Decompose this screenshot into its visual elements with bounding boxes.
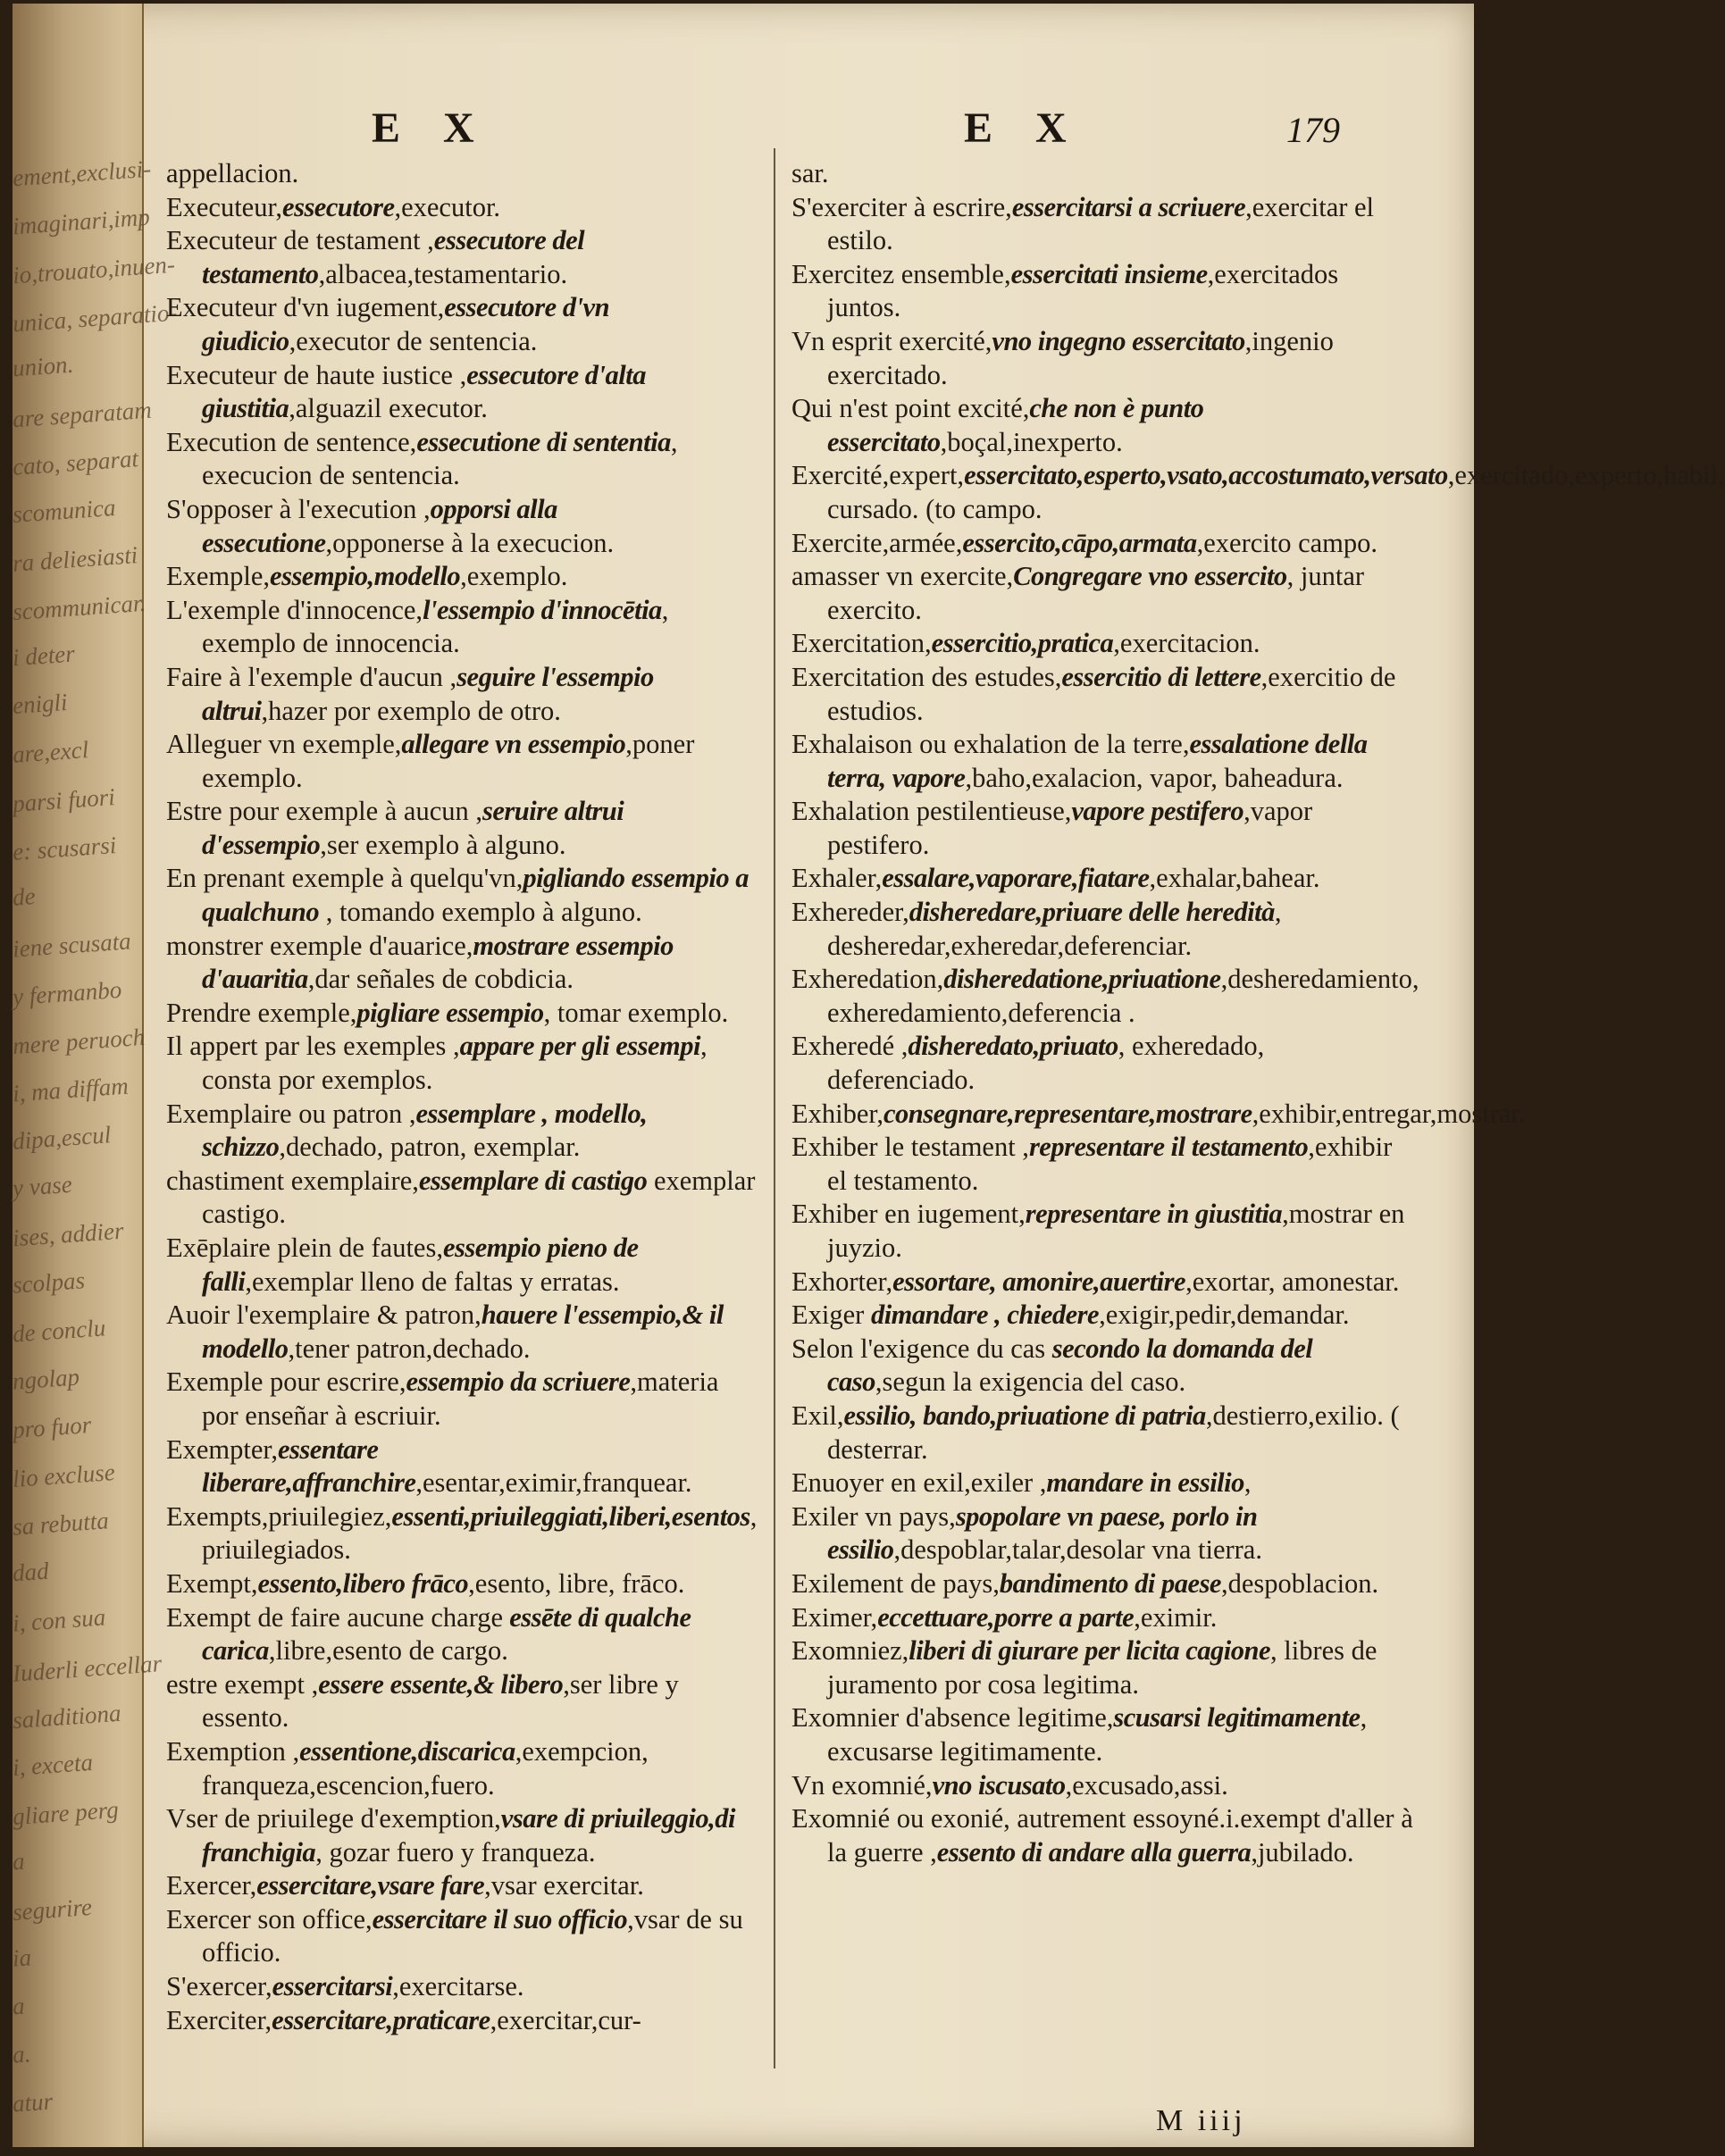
- facing-page-fragment: ra deliesiasti: [12, 541, 139, 577]
- entry-french: Exempt,: [166, 1567, 258, 1599]
- entry-french: Exomnié ou exonié, autrement essoyné.i.exempt d'aller à la guerre ,: [791, 1803, 1413, 1868]
- facing-page-fragment: dipa,escul: [12, 1121, 113, 1155]
- entry-italian: essercitati insieme: [1010, 258, 1208, 289]
- facing-page-fragment: i, ma diffam: [12, 1072, 130, 1107]
- facing-page-fragment: segurire: [12, 1893, 93, 1926]
- entry-spanish: ,executor.: [394, 191, 501, 222]
- entry-italian: l'essempio d'innocētia: [423, 594, 662, 625]
- entry-french: Exomniez,: [791, 1635, 909, 1667]
- dictionary-entry: [166, 224, 760, 291]
- entry-french: Estre pour exemple à aucun ,: [166, 796, 482, 827]
- dictionary-entry: [791, 1769, 1417, 1803]
- entry-spanish: ,exercitar,cur-: [490, 2004, 641, 2035]
- dictionary-entry: [166, 1366, 760, 1433]
- entry-french: Exemplaire ou patron ,: [166, 1098, 416, 1129]
- entry-italian: disheredare,priuare delle heredità: [909, 897, 1275, 928]
- facing-page-fragment: mere peruoch: [12, 1023, 147, 1060]
- entry-italian: essecutore del testamento: [202, 225, 585, 289]
- entry-spanish: ,alguazil executor.: [289, 393, 488, 424]
- dictionary-entry: [791, 1601, 1417, 1635]
- entry-french: En prenant exemple à quelqu'vn,: [166, 863, 523, 894]
- entry-french: estre exempt ,: [166, 1668, 319, 1700]
- entry-french: Exempt de faire aucune charge: [166, 1601, 504, 1633]
- facing-page-fragment: ement,exclusi-: [12, 155, 152, 192]
- entry-french: Exil,: [791, 1400, 844, 1431]
- dictionary-entry: [166, 359, 760, 426]
- entry-french: Exercer,: [166, 1870, 257, 1901]
- entry-italian: essercitare il suo officio: [372, 1903, 628, 1935]
- dictionary-entry: [166, 1869, 760, 1903]
- dictionary-entry: [166, 1098, 760, 1165]
- entry-spanish: ,esentar,eximir,franquear.: [415, 1467, 692, 1499]
- dictionary-entry: [166, 661, 760, 728]
- dictionary-entry: [166, 291, 760, 358]
- dictionary-entry: [166, 1903, 760, 1970]
- entry-italian: Congregare vno essercito: [1013, 561, 1287, 592]
- entry-french: Exercer son office,: [166, 1903, 373, 1935]
- entry-french: Exhorter,: [791, 1266, 893, 1297]
- entry-italian: secondo la domanda del caso: [827, 1333, 1313, 1398]
- dictionary-entry: [166, 1433, 760, 1500]
- entry-italian: essercitio,pratica: [931, 628, 1114, 659]
- entry-french: S'exercer,: [166, 1971, 272, 2002]
- entry-spanish: , exheredado, deferenciado.: [827, 1031, 1265, 1096]
- entry-french: Exheredé ,: [791, 1031, 909, 1062]
- dictionary-entry: [791, 728, 1417, 795]
- entry-french: monstrer exemple d'auarice,: [166, 930, 473, 961]
- entry-italian: essercitare,praticare: [272, 2004, 490, 2035]
- entry-spanish: , desheredar,exheredar,deferenciar.: [827, 897, 1282, 961]
- facing-page-fragment: unica, separatio-: [12, 298, 179, 338]
- entry-french: Exiger: [791, 1299, 871, 1331]
- dictionary-entry: [791, 1333, 1417, 1400]
- dictionary-entry: [166, 493, 760, 560]
- entry-italian: mostrare essempio d'auaritia: [202, 930, 674, 995]
- entry-french: Exiler vn pays,: [791, 1500, 956, 1532]
- dictionary-entry: [166, 157, 760, 191]
- entry-french: Exemption ,: [166, 1735, 300, 1767]
- entry-spanish: ,ser exemplo à alguno.: [320, 829, 566, 860]
- entry-italian: dimandare , chiedere: [870, 1299, 1100, 1331]
- entry-french: Vser de priuilege d'exemption,: [166, 1803, 501, 1834]
- dictionary-entry: [166, 1668, 760, 1735]
- dictionary-entry: [791, 1400, 1417, 1467]
- entry-italian: essercitare,vsare fare: [256, 1870, 485, 1901]
- dictionary-entry: [791, 1802, 1417, 1869]
- entry-italian: consegnare,representare,mostrare: [883, 1098, 1252, 1129]
- entry-italian: vapore pestifero: [1071, 796, 1244, 827]
- dictionary-entry: [791, 1198, 1417, 1265]
- entry-spanish: ,ingenio exercitado.: [827, 325, 1334, 390]
- entry-spanish: ,exercito campo.: [1196, 527, 1378, 558]
- entry-french: S'opposer à l'execution ,: [166, 493, 431, 524]
- entry-spanish: ,tener patron,dechado.: [288, 1333, 531, 1364]
- dictionary-entry: [791, 157, 1417, 191]
- dictionary-entry: [791, 795, 1417, 862]
- facing-page-fragment: saladitiona: [12, 1699, 122, 1734]
- entry-spanish: ,exemplo.: [460, 561, 568, 592]
- facing-page-fragment: i, exceta: [12, 1748, 94, 1782]
- entry-italian: essecutore: [282, 191, 395, 222]
- dictionary-entry: [166, 1500, 760, 1567]
- entry-italian: essecutore d'alta giustitia: [202, 359, 646, 424]
- entry-french: Exempts,priuilegiez,: [166, 1500, 392, 1532]
- dictionary-entry: [791, 862, 1417, 896]
- dictionary-entry: [166, 1970, 760, 2004]
- entry-spanish: ,exhibir el testamento.: [827, 1132, 1393, 1196]
- entry-italian: spopolare vn paese, porlo in essilio: [827, 1500, 1258, 1566]
- facing-page-fragment: enigli: [11, 688, 69, 720]
- entry-italian: opporsi alla essecutione: [202, 493, 557, 558]
- entry-italian: vsare di priuileggio,di franchigia: [202, 1803, 735, 1868]
- facing-page-edge: [11, 4, 179, 2147]
- entry-italian: essento,libero frāco: [257, 1567, 469, 1599]
- facing-page-fragment: are,excl: [12, 736, 90, 768]
- entry-french: Exercitez ensemble,: [791, 258, 1011, 289]
- dictionary-entry: [791, 627, 1417, 661]
- entry-italian: essercitarsi a scriuere: [1011, 191, 1246, 222]
- facing-page-fragment: pro fuor: [12, 1410, 93, 1444]
- entry-french: Exercitation des estudes,: [791, 661, 1062, 692]
- dictionary-entry: [166, 795, 760, 862]
- entry-italian: scusarsi legitimamente: [1113, 1702, 1361, 1734]
- entry-french: Exerciter,: [166, 2004, 272, 2035]
- facing-page-fragment: a: [11, 1847, 26, 1876]
- dictionary-entry: [166, 1735, 760, 1802]
- entry-spanish: , exemplo de innocencia.: [202, 594, 669, 659]
- entry-french: Selon l'exigence du cas: [791, 1333, 1052, 1364]
- facing-page-fragment: ises, addier: [12, 1216, 125, 1252]
- entry-french: Executeur,: [166, 191, 283, 222]
- dictionary-entry: [791, 661, 1417, 728]
- dictionary-entry: [166, 862, 760, 929]
- dictionary-entry: [791, 1030, 1417, 1097]
- entry-italian: essempio pieno de falli: [202, 1233, 639, 1297]
- entry-spanish: ,exercitarse.: [392, 1971, 524, 2002]
- dictionary-entry: [166, 1601, 760, 1668]
- left-running-header: E X: [372, 104, 490, 152]
- entry-spanish: ,exemplar lleno de faltas y erratas.: [245, 1266, 620, 1297]
- facing-page-fragment: union.: [12, 350, 75, 382]
- dictionary-entry: [791, 1567, 1417, 1601]
- entry-spanish: , excusarse legitimamente.: [827, 1702, 1368, 1767]
- facing-page-fragment: scolpas: [12, 1266, 86, 1299]
- entry-spanish: , tomando exemplo à alguno.: [319, 897, 642, 928]
- entry-italian: essercitio di lettere: [1061, 661, 1261, 692]
- entry-italian: essēte di qualche carica: [202, 1601, 691, 1667]
- entry-french: Exercité,expert,: [791, 460, 965, 491]
- book-page: [11, 4, 1725, 2147]
- entry-spanish: , execucion de sentencia.: [202, 426, 678, 491]
- entry-spanish: ,: [1244, 1467, 1252, 1499]
- dictionary-entry: [791, 1500, 1417, 1567]
- dictionary-entry: [166, 728, 760, 795]
- entry-italian: essemplare di castigo: [418, 1165, 648, 1196]
- dictionary-entry: [166, 997, 760, 1031]
- facing-page-fragment: de: [11, 882, 37, 911]
- entry-spanish: ,despoblacion.: [1220, 1567, 1379, 1599]
- dictionary-entry: [166, 1567, 760, 1601]
- entry-italian: essecutore d'vn giudicio: [202, 292, 610, 356]
- entry-italian: liberi di giurare per licita cagione: [909, 1635, 1271, 1667]
- entry-italian: essalare,vaporare,fiatare: [882, 863, 1150, 894]
- entry-italian: eccettuare,porre a parte: [877, 1601, 1135, 1633]
- dictionary-entry: [791, 1131, 1417, 1198]
- entry-french: Executeur de testament ,: [166, 225, 434, 256]
- entry-italian: hauere l'essempio,& il modello: [202, 1299, 724, 1364]
- entry-french: Exheredation,: [791, 964, 944, 995]
- entry-italian: essilio, bando,priuatione di patria: [843, 1400, 1206, 1431]
- entry-italian: disheredato,priuato: [908, 1031, 1118, 1062]
- entry-french: Vn exomnié,: [791, 1769, 933, 1801]
- facing-page-fragment: atur: [11, 2087, 54, 2118]
- entry-french: Exhereder,: [791, 897, 909, 928]
- entry-italian: appare per gli essempi: [459, 1031, 700, 1062]
- entry-spanish: , libres de juramento por cosa legitima.: [827, 1635, 1377, 1700]
- entry-italian: allegare vn essempio: [401, 729, 626, 760]
- entry-french: Qui n'est point excité,: [791, 393, 1030, 424]
- entry-french: S'exerciter à escrire,: [791, 191, 1012, 222]
- entry-spanish: ,vsar exercitar.: [484, 1870, 644, 1901]
- entry-spanish: , juntar exercito.: [827, 561, 1365, 625]
- entry-spanish: ,exercitar el estilo.: [827, 191, 1375, 256]
- entry-spanish: ,esento, libre, frāco.: [468, 1567, 685, 1599]
- dictionary-entry: [166, 1802, 760, 1869]
- entry-spanish: ,dechado, patron, exemplar.: [279, 1132, 581, 1163]
- entry-spanish: ,baho,exalacion, vapor, baheadura.: [965, 762, 1344, 793]
- entry-italian: essortare, amonire,auertire: [892, 1266, 1186, 1297]
- entry-spanish: ,mostrar en juyzio.: [827, 1199, 1405, 1263]
- entry-spanish: , priuilegiados.: [202, 1500, 758, 1566]
- facing-page-fragment: imaginari,imp: [12, 203, 151, 240]
- facing-page-fragment: cato, separat: [12, 445, 139, 481]
- entry-italian: essento di andare alla guerra: [936, 1836, 1252, 1868]
- entry-italian: essecutione di sententia: [416, 426, 671, 457]
- facing-page-fragment: lio excluse: [12, 1458, 116, 1492]
- facing-page-fragment: y vase: [12, 1170, 73, 1202]
- entry-italian: essempio,modello: [270, 561, 461, 592]
- entry-french: Faire à l'exemple d'aucun ,: [166, 661, 457, 692]
- signature-mark: M iiij: [1156, 2104, 1246, 2137]
- facing-page-fragment: a: [11, 1992, 26, 2020]
- entry-italian: essercitarsi: [272, 1971, 393, 2002]
- entry-italian: pigliare essempio: [356, 997, 544, 1028]
- dictionary-entry: [166, 1232, 760, 1299]
- entry-spanish: ,exercitacion.: [1113, 628, 1260, 659]
- entry-french: Exhiber le testament ,: [791, 1132, 1029, 1163]
- entry-italian: essempio da scriuere: [406, 1366, 631, 1398]
- facing-page-fragment: parsi fuori: [12, 783, 116, 817]
- entry-spanish: ,eximir.: [1134, 1601, 1218, 1633]
- entry-italian: mandare in essilio: [1046, 1467, 1244, 1499]
- entry-spanish: ,opponerse à la execucion.: [325, 527, 615, 558]
- entry-italian: essere essente,& libero: [318, 1668, 564, 1700]
- dictionary-entry: [791, 527, 1417, 561]
- entry-french: Exemple,: [166, 561, 271, 592]
- entry-italian: vno ingegno essercitato: [992, 325, 1245, 356]
- facing-page-fragment: ia: [11, 1943, 33, 1972]
- entry-italian: seguire l'essempio altrui: [202, 661, 654, 726]
- entry-french: Il appert par les exemples ,: [166, 1031, 460, 1062]
- entry-spanish: ,despoblar,talar,desolar vna tierra.: [893, 1534, 1262, 1566]
- entry-italian: che non è punto essercitato: [827, 393, 1204, 457]
- entry-french: amasser vn exercite,: [791, 561, 1014, 592]
- entry-french: Exomnier d'absence legitime,: [791, 1702, 1114, 1734]
- entry-french: Exemple pour escrire,: [166, 1366, 406, 1398]
- entry-spanish: ,libre,esento de cargo.: [268, 1635, 508, 1667]
- dictionary-entry: [791, 1467, 1417, 1500]
- entry-italian: vno iscusato: [932, 1769, 1066, 1801]
- entry-spanish: ,exhalar,bahear.: [1149, 863, 1320, 894]
- entry-italian: essalatione della terra, vapore: [827, 729, 1368, 793]
- dictionary-entry: [791, 459, 1725, 526]
- page-number: 179: [1286, 110, 1340, 150]
- dictionary-entry: [791, 1266, 1417, 1299]
- right-column: [791, 157, 1725, 1869]
- entry-french: Exhiber en iugement,: [791, 1199, 1026, 1230]
- entry-french: Eximer,: [791, 1601, 878, 1633]
- dictionary-entry: [791, 1299, 1417, 1333]
- column-divider: [774, 148, 775, 2068]
- entry-spanish: ,materia por enseñar à escriuir.: [202, 1366, 719, 1431]
- facing-page-fragment: Iuderli eccellar: [12, 1650, 163, 1687]
- facing-page-fragment: gliare perg: [12, 1795, 120, 1831]
- entry-french: Vn esprit exercité,: [791, 325, 992, 356]
- dictionary-entry: [791, 896, 1417, 963]
- facing-page-fragment: scomunica: [12, 494, 117, 528]
- entry-french: Exilement de pays,: [791, 1567, 1000, 1599]
- entry-spanish: ,exortar, amonestar.: [1185, 1266, 1400, 1297]
- entry-spanish: ,dar señales de cobdicia.: [307, 964, 574, 995]
- dictionary-entry: [166, 594, 760, 661]
- entry-spanish: ,exercitados juntos.: [827, 258, 1339, 323]
- dictionary-entry: [791, 1701, 1417, 1768]
- entry-spanish: ,destierro,exilio. ( desterrar.: [827, 1400, 1400, 1465]
- entry-italian: essentare liberare,affranchire: [202, 1433, 416, 1499]
- entry-spanish: ,jubilado.: [1251, 1836, 1354, 1868]
- entry-spanish: ,excusado,assi.: [1065, 1769, 1228, 1801]
- facing-page-fragment: ngolap: [12, 1363, 80, 1395]
- entry-spanish: , consta por exemplos.: [202, 1031, 708, 1096]
- entry-french: Exhalaison ou exhalation de la terre,: [791, 729, 1190, 760]
- dictionary-entry: [791, 392, 1417, 459]
- entry-spanish: ,vsar de su officio.: [202, 1903, 743, 1968]
- facing-page-fragment: io,trouato,inuen-: [12, 250, 176, 289]
- entry-french: Executeur de haute iustice ,: [166, 359, 467, 390]
- facing-page-fragment: de conclu: [12, 1314, 107, 1348]
- entry-spanish: ,desheredamiento, exheredamiento,deferencia .: [827, 964, 1419, 1028]
- dictionary-entry: [791, 191, 1417, 258]
- entry-french: Execution de sentence,: [166, 426, 417, 457]
- entry-french: Exercite,armée,: [791, 527, 963, 558]
- dictionary-entry: [166, 2004, 760, 2038]
- dictionary-entry: [166, 1299, 760, 1366]
- entry-french: Exhaler,: [791, 863, 883, 894]
- facing-page-fragment: iene scusata: [12, 927, 132, 963]
- entry-spanish: sar.: [791, 158, 829, 188]
- entry-french: Executeur d'vn iugement,: [166, 292, 445, 323]
- dictionary-entry: [166, 1165, 760, 1232]
- facing-page-fragment: e: scusarsi: [12, 831, 118, 866]
- entry-spanish: ,segun la exigencia del caso.: [875, 1366, 1186, 1398]
- entry-spanish: ,boçal,inexperto.: [940, 426, 1123, 457]
- entry-italian: essemplare , modello, schizzo: [202, 1098, 648, 1163]
- dictionary-entry: [166, 560, 760, 594]
- entry-french: chastiment exemplaire,: [166, 1165, 419, 1196]
- entry-french: Exempter,: [166, 1433, 278, 1465]
- entry-italian: essentione,discarica: [299, 1735, 515, 1767]
- entry-spanish: ,executor de sentencia.: [289, 325, 538, 356]
- entry-french: Exhiber,: [791, 1098, 883, 1129]
- entry-french: L'exemple d'innocence,: [166, 594, 423, 625]
- facing-page-fragment: y fermanbo: [12, 975, 123, 1011]
- facing-page-fragment: are separatam: [12, 396, 153, 433]
- entry-spanish: , tomar exemplo.: [543, 997, 729, 1028]
- dictionary-entry: [166, 191, 760, 225]
- facing-page-fragment: i deter: [12, 639, 76, 672]
- entry-french: Exhalation pestilentieuse,: [791, 796, 1072, 827]
- entry-italian: essenti,priuileggiati,liberi,esentos: [391, 1500, 750, 1532]
- facing-page-fragment: a.: [11, 2040, 32, 2068]
- entry-spanish: appellacion.: [166, 158, 299, 188]
- entry-spanish: ,ser libre y essento.: [202, 1668, 679, 1734]
- entry-spanish: ,exercitio de estudios.: [827, 661, 1396, 726]
- entry-french: Exēplaire plein de fautes,: [166, 1233, 443, 1263]
- entry-spanish: ,albacea,testamentario.: [318, 258, 568, 289]
- dictionary-entry: [791, 325, 1417, 392]
- dictionary-entry: [791, 1634, 1417, 1701]
- dictionary-entry: [791, 963, 1417, 1030]
- dictionary-entry: [791, 560, 1417, 627]
- entry-french: Enuoyer en exil,exiler ,: [791, 1467, 1047, 1499]
- entry-italian: pigliando essempio a qualchuno: [202, 863, 749, 928]
- entry-spanish: ,vapor pestifero.: [827, 796, 1313, 860]
- entry-spanish: ,exhibir,entregar,mostrar.: [1252, 1098, 1526, 1129]
- entry-italian: disheredatione,priuatione: [943, 964, 1221, 995]
- entry-italian: bandimento di paese: [999, 1567, 1221, 1599]
- dictionary-entry: [166, 1030, 760, 1097]
- entry-italian: seruire altrui d'essempio: [202, 796, 624, 860]
- left-column: [166, 157, 760, 2037]
- facing-page-fragment: dad: [11, 1557, 50, 1587]
- entry-italian: essercito,cāpo,armata: [962, 527, 1197, 558]
- entry-italian: representare in giustitia: [1025, 1199, 1283, 1230]
- dictionary-entry: [166, 930, 760, 997]
- entry-spanish: ,exempcion, franqueza,escencion,fuero.: [202, 1735, 649, 1801]
- dictionary-entry: [166, 426, 760, 493]
- facing-page-fragment: i, con sua: [12, 1603, 107, 1637]
- entry-french: Alleguer vn exemple,: [166, 729, 402, 760]
- entry-italian: essercitato,esperto,vsato,accostumato,versato: [964, 460, 1448, 491]
- entry-french: Auoir l'exemplaire & patron,: [166, 1299, 481, 1331]
- entry-spanish: ,exercitado,experto,habil, cursado. (to campo.: [827, 460, 1725, 524]
- dictionary-entry: [791, 1098, 1526, 1132]
- entry-spanish: , gozar fuero y franqueza.: [315, 1836, 596, 1868]
- entry-spanish: ,poner exemplo.: [202, 729, 695, 793]
- dictionary-entry: [791, 258, 1417, 325]
- right-running-header: E X: [964, 104, 1083, 152]
- facing-page-fragment: scommunicar.: [12, 589, 147, 626]
- entry-spanish: ,exigir,pedir,demandar.: [1099, 1299, 1350, 1331]
- entry-spanish: ,hazer por exemplo de otro.: [261, 695, 561, 726]
- entry-italian: representare il testamento: [1028, 1132, 1309, 1163]
- entry-french: Exercitation,: [791, 628, 932, 659]
- entry-french: Prendre exemple,: [166, 997, 357, 1028]
- entry-spanish: exemplar castigo.: [202, 1165, 756, 1230]
- facing-page-fragment: sa rebutta: [12, 1507, 110, 1541]
